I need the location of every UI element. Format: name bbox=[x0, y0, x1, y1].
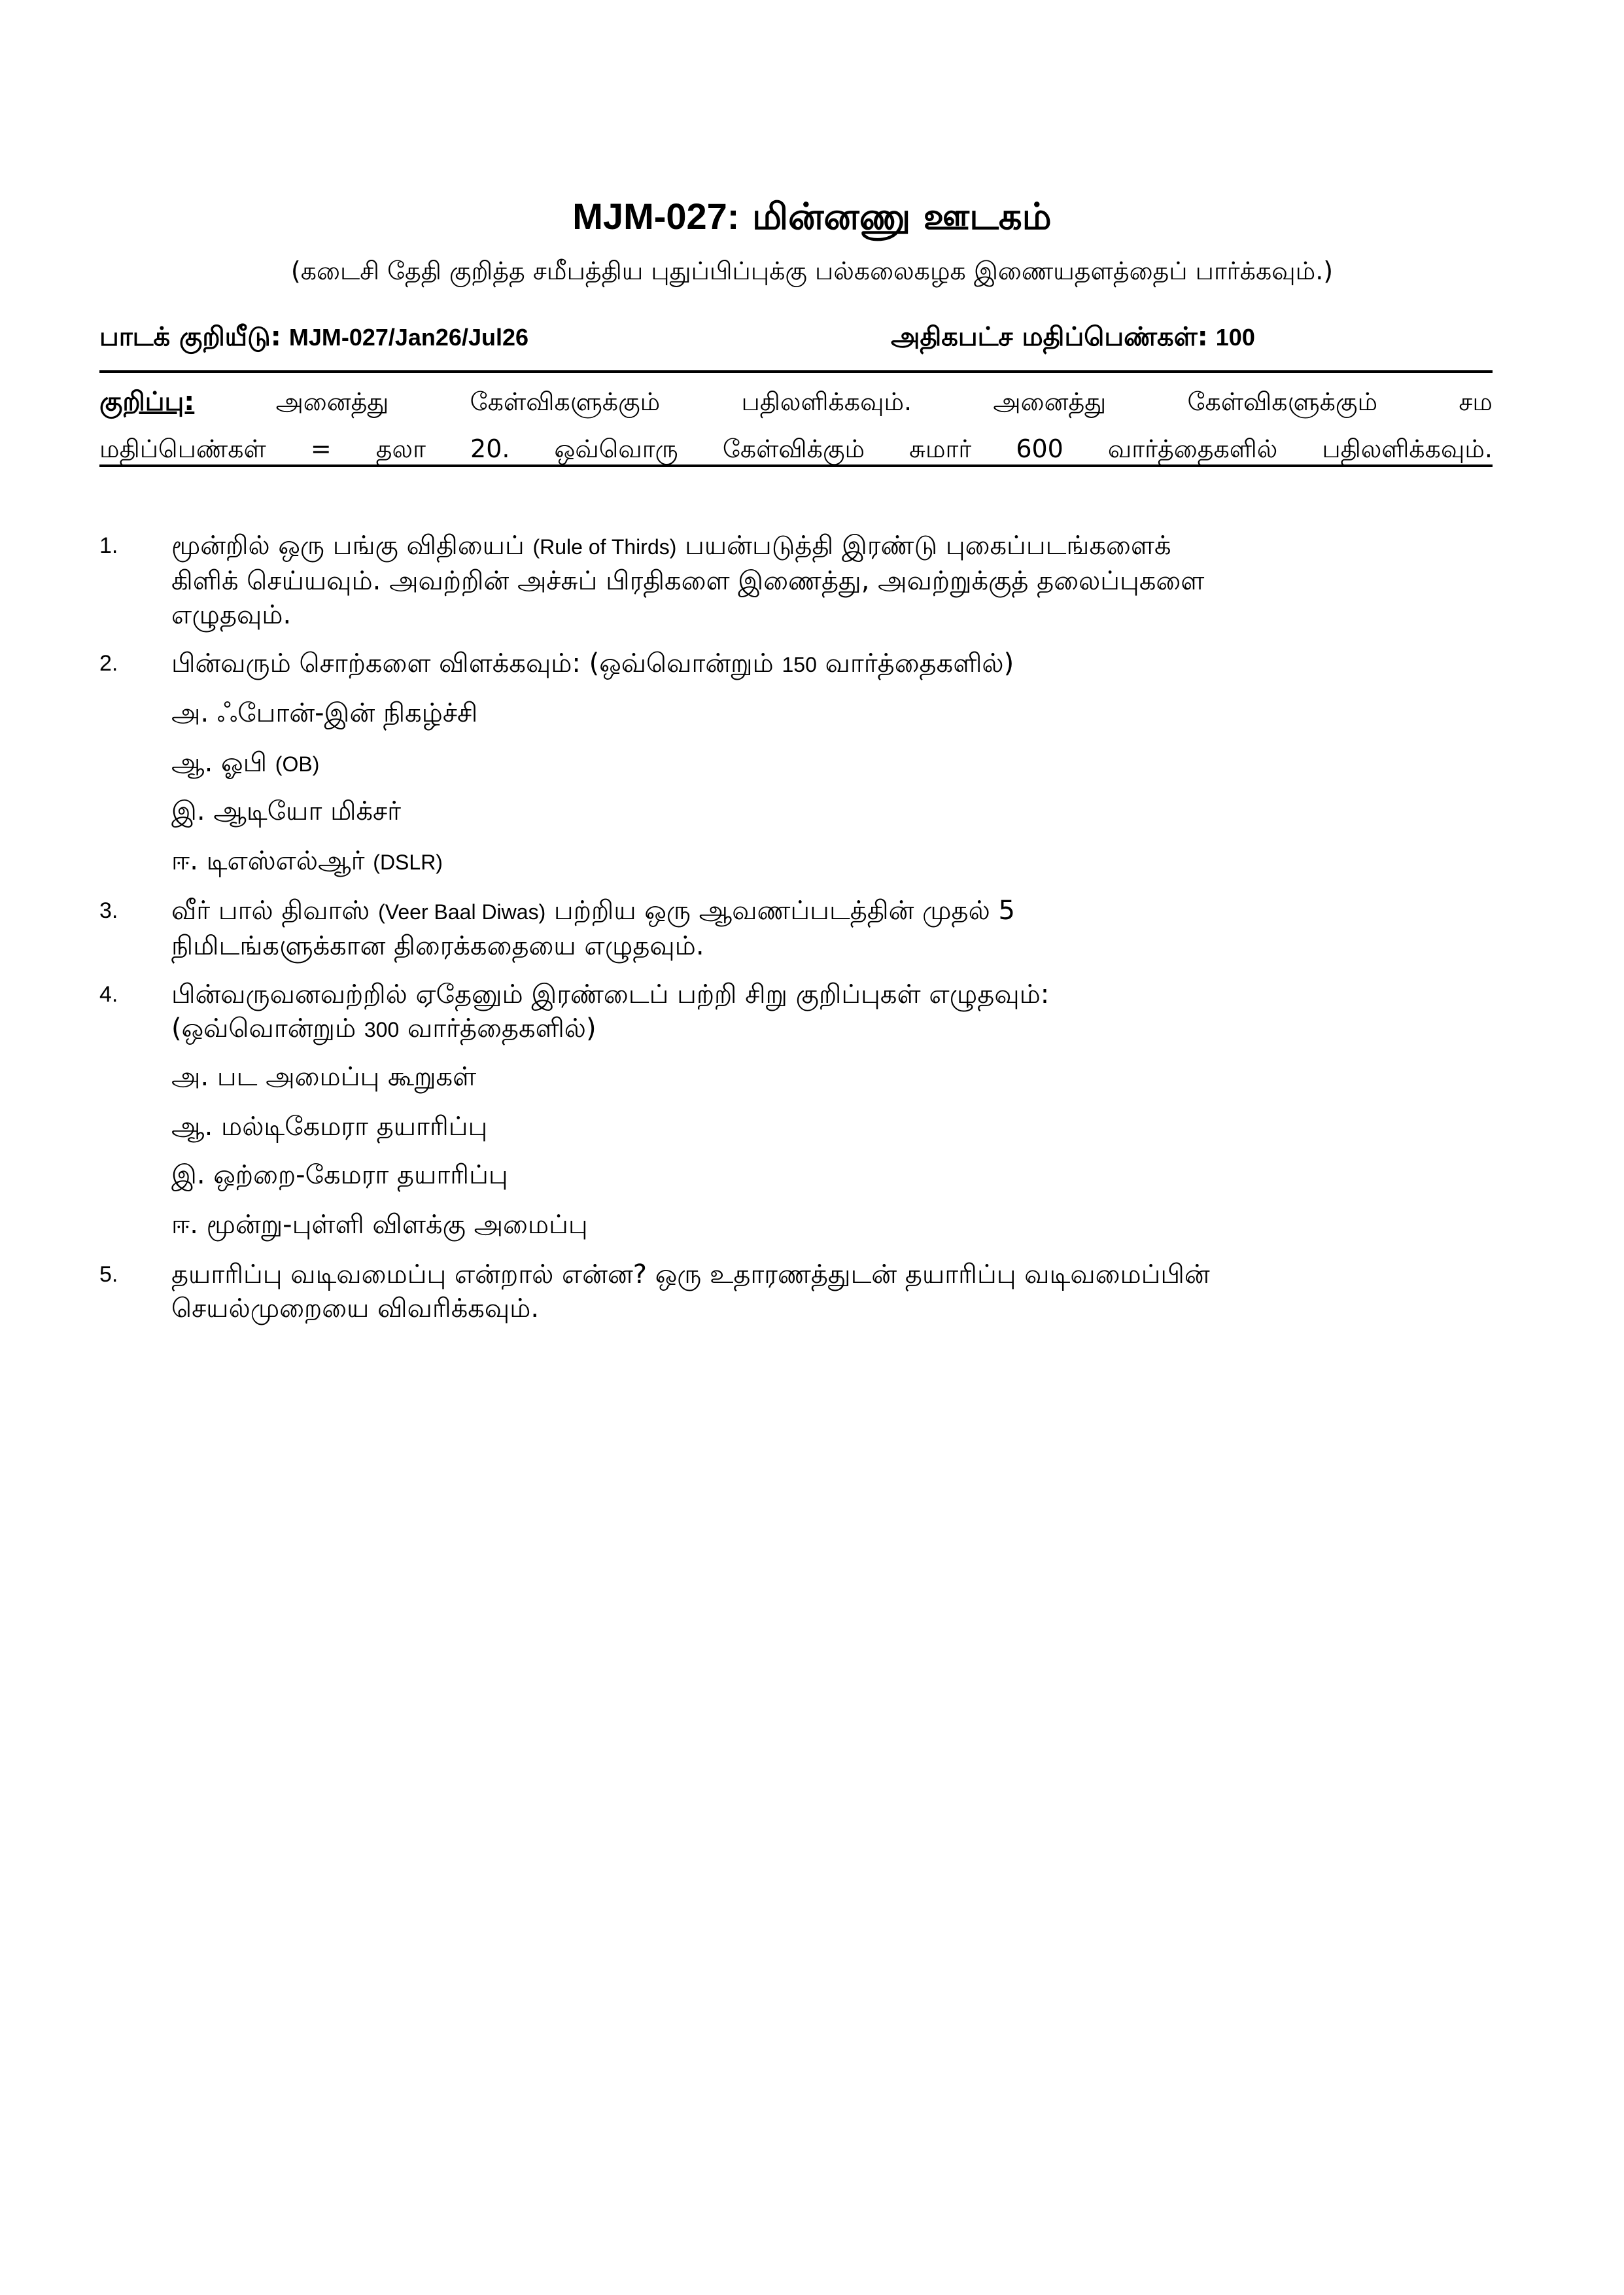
question-number: 1. bbox=[99, 533, 118, 558]
question-2-sub-c: இ. ஆடியோ மிக்சர் bbox=[171, 796, 402, 826]
note-label: குறிப்பு: bbox=[99, 387, 195, 417]
question-4-sub-c: இ. ஒற்றை-கேமரா தயாரிப்பு bbox=[171, 1160, 508, 1190]
course-code: MJM-027: bbox=[572, 196, 740, 237]
note-line-1: அனைத்து கேள்விகளுக்கும் பதிலளிக்கவும். அனைத்து கேள்விகளுக்கும் சம bbox=[275, 387, 1493, 416]
question-number: 5. bbox=[99, 1262, 118, 1287]
course-name: மின்னணு ஊடகம் bbox=[752, 196, 1052, 238]
question-2-sub-a: அ. ஃபோன்-இன் நிகழ்ச்சி bbox=[171, 698, 478, 728]
max-marks-label: அதிகபட்ச மதிப்பெண்கள்: bbox=[891, 322, 1208, 352]
question-text: தயாரிப்பு வடிவமைப்பு என்றால் என்ன? ஒரு உதாரணத்துடன் தயாரிப்பு வடிவமைப்பின் செயல்முறையை விவரிக்கவும். bbox=[171, 1259, 1210, 1323]
question-text: மூன்றில் ஒரு பங்கு விதியைப் (Rule of Thirds) பயன்படுத்தி இரண்டு புகைப்படங்களைக் கிளிக் செய்யவும். அவற்றின் அச்சுப் பிரதிகளை இணைத்து, அவற்றுக்குத் தலைப்புகளை எழுதவும். bbox=[171, 531, 1205, 630]
question-text: வீர் பால் திவாஸ் (Veer Baal Diwas) பற்றிய ஒரு ஆவணப்படத்தின் முதல் 5 நிமிடங்களுக்கான திரைக்கதையை எழுதவும். bbox=[171, 896, 1015, 961]
question-text: பின்வரும் சொற்களை விளக்கவும்: (ஒவ்வொன்றும் 150 வார்த்தைகளில்) bbox=[171, 648, 1014, 678]
course-code-label: பாடக் குறியீடு: bbox=[99, 322, 281, 352]
page-title bbox=[0, 195, 1624, 243]
question-4-sub-d: ஈ. மூன்று-புள்ளி விளக்கு அமைப்பு bbox=[171, 1210, 588, 1240]
question-4-sub-a: அ. பட அமைப்பு கூறுகள் bbox=[171, 1062, 477, 1092]
max-marks-value: 100 bbox=[1215, 324, 1255, 351]
course-code-value: MJM-027/Jan26/Jul26 bbox=[288, 324, 529, 351]
top-divider bbox=[99, 370, 1493, 373]
question-number: 2. bbox=[99, 651, 118, 676]
note-line-2: மதிப்பெண்கள் = தலா 20. ஒவ்வொரு கேள்விக்கும் சுமார் 600 வார்த்தைகளில் பதிலளிக்கவும். bbox=[99, 434, 1493, 463]
question-text: பின்வருவனவற்றில் ஏதேனும் இரண்டைப் பற்றி சிறு குறிப்புகள் எழுதவும்: (ஒவ்வொன்றும் 300 வார்த்தைகளில்) bbox=[171, 979, 1050, 1043]
question-number: 4. bbox=[99, 982, 118, 1007]
course-meta bbox=[99, 322, 1493, 361]
question-number: 3. bbox=[99, 898, 118, 923]
question-4-sub-b: ஆ. மல்டிகேமரா தயாரிப்பு bbox=[171, 1112, 488, 1142]
instructions-note bbox=[99, 378, 1493, 472]
question-2-sub-d: ஈ. டிஎஸ்எல்ஆர் (DSLR) bbox=[171, 846, 443, 876]
question-2-sub-b: ஆ. ஓபி (OB) bbox=[171, 748, 320, 778]
bottom-divider bbox=[99, 464, 1493, 467]
deadline-notice: (கடைசி தேதி குறித்த சமீபத்திய புதுப்பிப்புக்கு பல்கலைகழக இணையதளத்தைப் பார்க்கவும்.) bbox=[290, 256, 1334, 285]
